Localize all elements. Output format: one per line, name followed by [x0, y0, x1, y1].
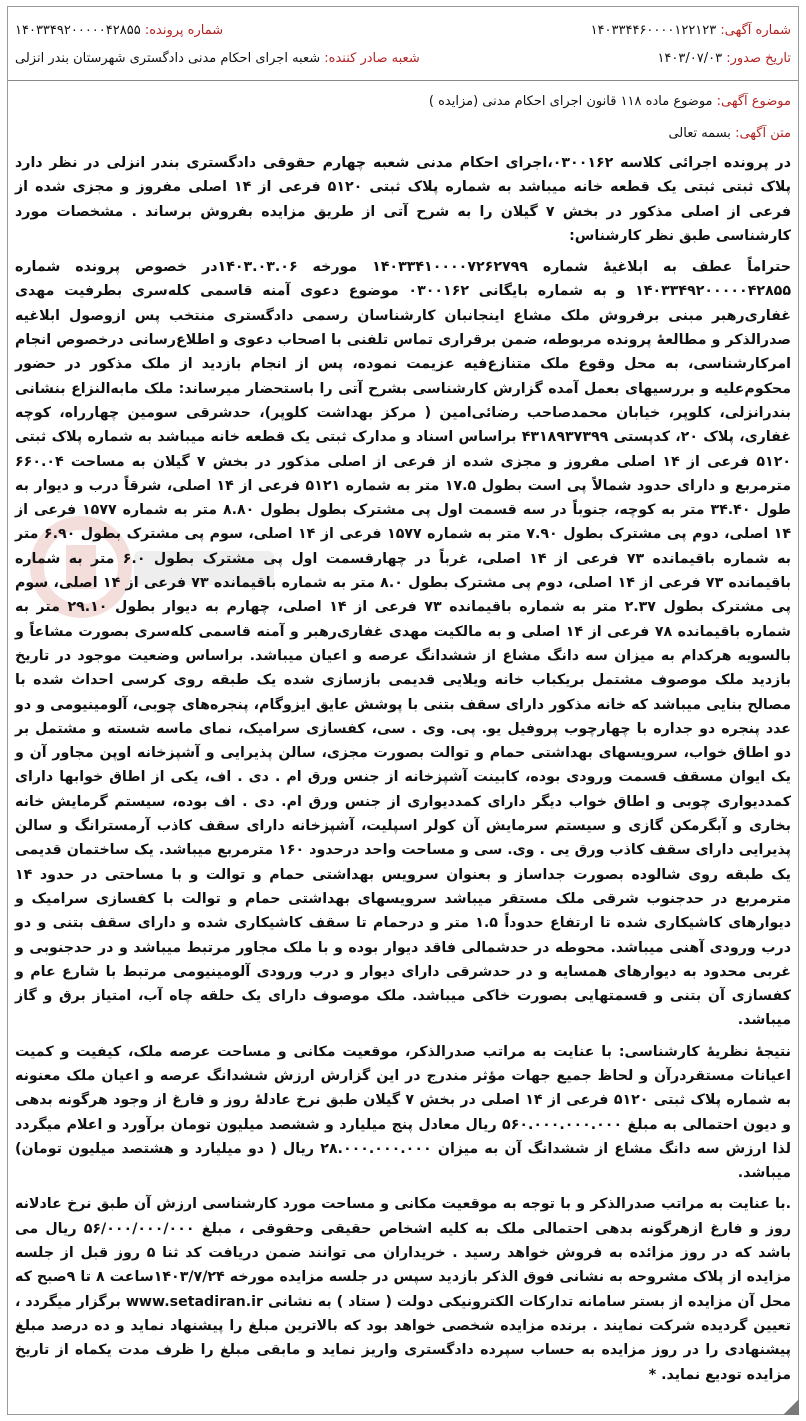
- body-title: بسمه تعالی: [668, 126, 731, 141]
- issue-date-value: ۱۴۰۳/۰۷/۰۳: [657, 51, 723, 66]
- header-row-2: [15, 49, 791, 69]
- subject-value: موضوع ماده ۱۱۸ قانون اجرای احکام مدنی (مزایده ): [428, 94, 713, 109]
- header-divider: [8, 80, 798, 81]
- subject-label: موضوع آگهی:: [716, 94, 791, 109]
- file-number-value: ۱۴۰۳۳۴۹۲۰۰۰۰۰۴۲۸۵۵: [15, 23, 141, 38]
- header-row-1: [15, 21, 791, 41]
- page-corner: [783, 1399, 799, 1415]
- paragraph-auction-terms: .با عنایت به مراتب صدرالذکر و با توجه به موقعیت مکانی و مساحت مورد کارشناسی ارزش آن طبق نرخ عادلانه روز و فارغ ازهرگونه بدهی احتمالی ملک به کلیه اشخاص حقیقی وحقوقی ، مبلغ ۵۶/۰۰۰/۰۰۰/۰۰۰ ریال می باشد که در روز مزائده به فروش خواهد رسید . خریداران می توانند ضمن دریافت کد ثنا ۵ روز قبل از جلسه مزایده از پلاک مشروحه به نشانی فوق الذکر بازدید سپس در جلسه مزایده مورخه ۱۴۰۳/۷/۲۴ساعت ۸ تا ۹صبح که محل آن مزایده از بستر سامانه تدارکات الکترونیکی دولت ( ستاد ) به نشانی www.setadiran.ir برگزار میگردد ، تعیین گردیده شرکت نمایند . برنده مزایده شخصی خواهد بود که بالاترین مبلغ را پیشنهاد نماید و ده درصد مبلغ پیشنهادی را در روز مزایده به حساب سپرده دادگستری واریز نماید و مابقی مبلغ را ظرف مدت یکماه از تاریخ مزایده تودیع نماید. *: [15, 1196, 791, 1383]
- issuer-label: شعبه صادر کننده:: [324, 51, 420, 66]
- file-number: [15, 21, 223, 41]
- notice-body-header: [15, 122, 791, 146]
- issue-date: [657, 49, 791, 69]
- notice-number-value: ۱۴۰۳۳۴۴۶۰۰۰۰۱۲۲۱۲۳: [590, 23, 717, 38]
- paragraph-intro: در پرونده اجرائی کلاسه ۰۳۰۰۱۶۲،اجرای احکام مدنی شعبه چهارم حقوقی دادگستری بندر انزلی در نظر دارد پلاک ثبتی ثبتی یک قطعه خانه میباشد به شماره پلاک ثبتی ۵۱۲۰ فرعی از ۱۴ اصلی مفروز و مجزی شده از فرعی از اصلی مذکور در بخش ۷ گیلان را به شرح آتی از طریق مزایده بفروش برساند . مشخصات مورد کارشناسی طبق نظر کارشناس:: [15, 155, 791, 244]
- paragraph-expert-conclusion: نتیجهٔ نظریهٔ کارشناسی: با عنایت به مراتب صدرالذکر، موقعیت مکانی و مساحت عرصه ملک، کیفیت و کمیت اعیانات مستقردرآن و لحاظ جمیع جهات مؤثر مندرج در این گزارش ارزش ششدانگ عرصه و اعیان ملک معنونه به شماره پلاک ثبتی ۵۱۲۰ فرعی از ۱۴ اصلی در بخش ۷ گیلان طبق نرخ عادلهٔ روز و فارغ از وجود هرگونه بدهی و دیون احتمالی به مبلغ ۵۶۰.۰۰۰.۰۰۰.۰۰۰ ریال معادل پنج میلیارد و ششصد میلیون تومان برآورد و اعلام میگردد لذا ارزش سه دانگ مشاع از ششدانگ آن به میزان ۲۸.۰۰۰.۰۰۰.۰۰۰ ریال ( دو میلیارد و هشتصد میلیون تومان) میباشد.: [15, 1043, 791, 1182]
- issuer-value: شعبه اجرای احکام مدنی دادگستری شهرستان بندر انزلی: [15, 51, 321, 66]
- issuer: [15, 49, 420, 69]
- body-label: متن آگهی:: [735, 126, 791, 141]
- paragraph-expert-report: حتراماً عطف به ابلاغیهٔ شماره ۱۴۰۳۳۴۱۰۰۰۰۷۲۶۲۷۹۹ مورخه ۱۴۰۳.۰۳.۰۶در خصوص پرونده شماره ۱۴۰۳۳۴۹۲۰۰۰۰۰۴۲۸۵۵ و به شماره بایگانی ۰۳۰۰۱۶۲ موضوع دعوی آمنه قاسمی کله‌سری بطرفیت مهدی غفاری‌رهبر مبنی برفروش ملک مشاع اینجانبان کارشناسان رسمی دادگستری منتخب پس ازوصول ابلاغیه صدرالذکر و مطالعهٔ پرونده مربوطه، ضمن برقراری تماس تلفنی با اصحاب دعوی و اطلاع‌رسانی درخصوص انجام امرکارشناسی، به محل وقوع ملک متنازع‌فیه عزیمت نموده، پس از انجام بازدید از ملک مذکور در حضور محکوم‌علیه و بررسیهای بعمل آمده گزارش کارشناسی بشرح آتی را باستحضار میرساند: ملک مابه‌النزاع بنشانی بندرانزلی، کلوپر، خیابان محمدصاحب رضائی‌امین ( مرکز بهداشت کلوپر)، حدشرقی سومین چهارراه، کوچه غفاری، پلاک ۲۰، کدپستی ۴۳۱۸۹۳۷۳۹۹ براساس اسناد و مدارک ثبتی یک قطعه خانه میباشد به شماره پلاک ثبتی ۵۱۲۰ فرعی از ۱۴ اصلی مفروز و مجزی شده از فرعی از اصلی مذکور در بخش ۷ گیلان به مساحت ۶۶۰.۰۴ مترمربع و دارای حدود شمالاً پی است بطول ۱۷.۵ متر به شماره ۵۱۲۱ فرعی از ۱۴ اصلی، شرقاً درب و دیوار به طول ۳۴.۴۰ متر به کوچه، جنوباً در سه قسمت اول پی مشترک بطول بطول ۸.۸۰ متر به شماره ۱۵۷۷ فرعی از ۱۴ اصلی، دوم پی مشترک بطول ۷.۹۰ متر به شماره ۱۵۷۷ فرعی از ۱۴ اصلی، سوم پی مشترک بطول ۶.۹۰ متر به شماره باقیمانده ۷۳ فرعی از ۱۴ اصلی، غرباً در چهارقسمت اول پی مشترک بطول ۶.۰ متر به شماره باقیمانده ۷۳ فرعی از ۱۴ اصلی، دوم پی مشترک بطول ۸.۰ متر به شماره باقیمانده ۷۳ فرعی از ۱۴ اصلی، سوم پی مشترک بطول ۲.۳۷ متر به شماره باقیمانده ۷۳ فرعی از ۱۴ اصلی، چهارم به دیوار بطول ۲۹.۱۰ متر به شماره باقیمانده ۷۸ فرعی از ۱۴ اصلی و به مالکیت مهدی غفاری‌رهبر و آمنه قاسمی کله‌سری بصورت مشاعاً و بالسویه هرکدام به میزان سه دانگ مشاع از ششدانگ عرصه و اعیان میباشد. براساس وضعیت موجود در تاریخ بازدید ملک موصوف مشتمل بریکباب خانه ویلایی قدیمی بازسازی شده یک طبقه روی کرسی احداث شده با مصالح بنایی میباشد که خانه مذکور دارای سقف بتنی با پوشش عایق ایزوگام، پنجره‌های چوبی، آلومینیومی و دو عدد پنجره دو جداره با چهارچوب پروفیل یو. پی. وی . سی، کفسازی سرامیک، نمای ماسه شسته و مشتمل بر دو اطاق خواب، سرویسهای بهداشتی حمام و توالت بصورت مجزی، سالن پذیرایی و آشپزخانه اوپن مجاور آن و یک ایوان مسقف قسمت ورودی بوده، کابینت آشپزخانه از جنس ورق ام . دی . اف، یکی از اطاق خوابها دارای کمددیواری چوبی و اطاق خواب دیگر دارای کمددیواری از جنس ورق ام. دی . اف بوده، سیستم گرمایش خانه بخاری و آبگرمکن گازی و سیستم سرمایش آن کولر اسپلیت، آشپزخانه دارای سقف کاذب آرمسترانگ و سالن پذیرایی دارای سقف کاذب ورق یی . وی. سی و مساحت واحد درحدود ۱۶۰ مترمربع میباشد. یک ساختمان قدیمی یک طبقه روی شالوده بصورت جداساز و بعنوان سرویس بهداشتی حمام و توالت و با مساحتی در حدود ۱۴ مترمربع در حدجنوب شرقی ملک مستقر میباشد سرویسهای بهداشتی حمام و توالت با کفسازی سرامیک و دیوارهای کاشیکاری شده تا ارتفاع حدوداً ۱.۵ متر و درحمام تا سقف کاشیکاری شده و دارای سقف بتنی و دو درب ورودی آهنی میباشد. محوطه در حدشمالی فاقد دیوار بوده و با ملک مجاور مرتبط میباشد و در حدجنوبی و غربی محدود به دیوارهای همسایه و در حدشرقی دارای دیوار و درب ورودی آلومینیومی مرتبط با شارع عام و کفسازی آن بتنی و قسمتهایی بصورت خاکی میباشد. ملک موصوف دارای یک حلقه چاه آب، امتیاز برق و گاز میباشد.: [15, 259, 792, 1029]
- notice-page: [7, 6, 799, 1415]
- issue-date-label: تاریخ صدور:: [726, 51, 791, 66]
- notice-number: [591, 21, 791, 41]
- notice-content: [15, 21, 791, 1402]
- notice-subject: [15, 90, 791, 114]
- file-number-label: شماره پرونده:: [144, 23, 224, 38]
- notice-number-label: شماره آگهی:: [720, 23, 791, 38]
